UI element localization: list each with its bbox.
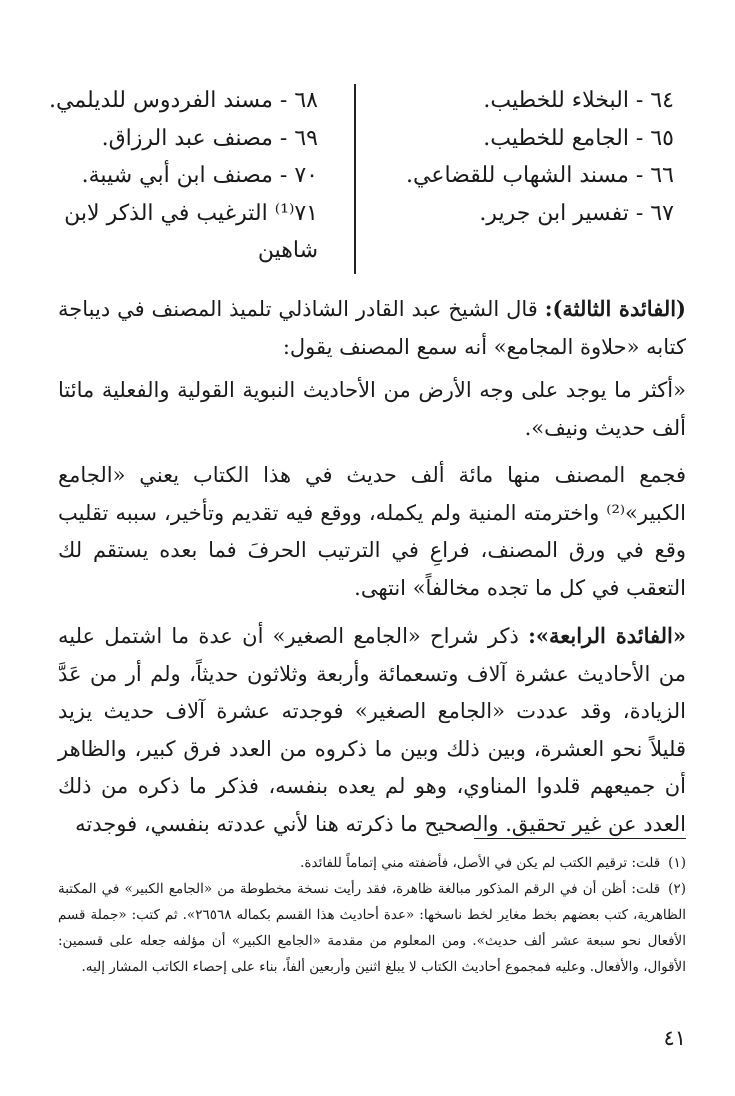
footnote	[58, 850, 686, 876]
fourth-benefit-paragraph	[58, 617, 686, 843]
section-heading: «الفائدة الرابعة»:	[528, 623, 686, 648]
source-item: ٧١⁽¹⁾ الترغيب في الذكر لابن شاهين	[64, 200, 318, 263]
source-item: ٦٦ - مسند الشهاب للقضاعي.	[406, 163, 674, 188]
sources-list	[49, 78, 686, 276]
quote-paragraph: «أكثر ما يوجد على وجه الأرض من الأحاديث النبوية القولية والفعلية مائتا ألف حديث ونيف».	[58, 378, 686, 440]
third-benefit-body: فجمع المصنف منها مائة ألف حديث في هذا الكتاب يعني «الجامع الكبير»⁽²⁾ واخترمته المنية ولم يكمله، ووقع فيه تقديم وتأخير، سببه تقليب وقع في ورق المصنف، فراعِ في الترتيب الحرفَ فما بعده يستقم لك التعقب في كل ما تجده مخالفاً» انتهى.	[58, 463, 686, 600]
paragraph-text: ذكر شراح «الجامع الصغير» أن عدة ما اشتمل عليه من الأحاديث عشرة آلاف وتسعمائة وأربعة وثلاثون حديثاً، ولم أر من عَدَّ الزيادة، وقد عددت «الجامع الصغير» فوجدته عشرة آلاف حديث يزيد قليلاً نحو العشرة، وبين ذلك وبين ما ذكروه من العدد فرق كبير، والظاهر أن جميعهم قلدوا المناوي، وهو لم يعده بنفسه، فذكر ما ذكره من ذلك العدد عن غير تحقيق. والصحيح ما ذكرته هنا لأني عددته بنفسي، فوجدته	[58, 624, 686, 836]
footnotes	[58, 850, 686, 980]
book-page	[49, 78, 686, 1058]
source-item: ٦٤ - البخلاء للخطيب.	[483, 88, 674, 113]
source-item: ٦٧ - تفسير ابن جرير.	[479, 200, 674, 226]
paragraph-text: قال الشيخ عبد القادر الشاذلي تلميذ المصنف في ديباجة كتابه «حلاوة المجامع» أنه سمع المصنف يقول:	[58, 297, 686, 359]
source-item: ٦٥ - الجامع للخطيب.	[483, 125, 674, 151]
footnote	[58, 876, 686, 980]
footnote-separator	[474, 838, 686, 839]
source-item: ٦٨ - مسند الفردوس للديلمي.	[49, 88, 318, 113]
page-number: ٤١	[663, 1026, 686, 1050]
source-item: ٦٩ - مصنف عبد الرزاق.	[101, 125, 318, 151]
main-text	[58, 290, 686, 853]
column-divider	[354, 84, 356, 274]
footnote-number: (٢)	[668, 881, 686, 897]
third-benefit-paragraph	[58, 290, 686, 366]
footnote-text: قلت: ترقيم الكتب لم يكن في الأصل، فأضفته مني إتماماً للفائدة.	[300, 855, 661, 871]
section-heading: (الفائدة الثالثة):	[544, 296, 686, 321]
footnote-number: (١)	[668, 855, 686, 871]
sources-column-right	[384, 82, 674, 232]
sources-column-left	[49, 82, 318, 269]
source-item: ٧٠ - مصنف ابن أبي شيبة.	[81, 163, 318, 188]
footnote-text: قلت: أظن أن في الرقم المذكور مبالغة ظاهرة، فقد رأيت نسخة مخطوطة من «الجامع الكبير» في المكتبة الظاهرية، كتب بعضهم بخط مغاير لخط ناسخها: «عدة أحاديث هذا القسم بكماله ٢٦٥٦٨». ثم كتب: «جملة قسم الأفعال نحو سبعة عشر ألف حديث». ومن المعلوم من مقدمة «الجامع الكبير» أن مؤلفه جعله على قسمين: الأقوال، والأفعال. وعليه فمجموع أحاديث الكتاب لا يبلغ اثنين وأربعين ألفاً، بناء على إحصاء الكاتب المشار إليه.	[58, 881, 686, 975]
